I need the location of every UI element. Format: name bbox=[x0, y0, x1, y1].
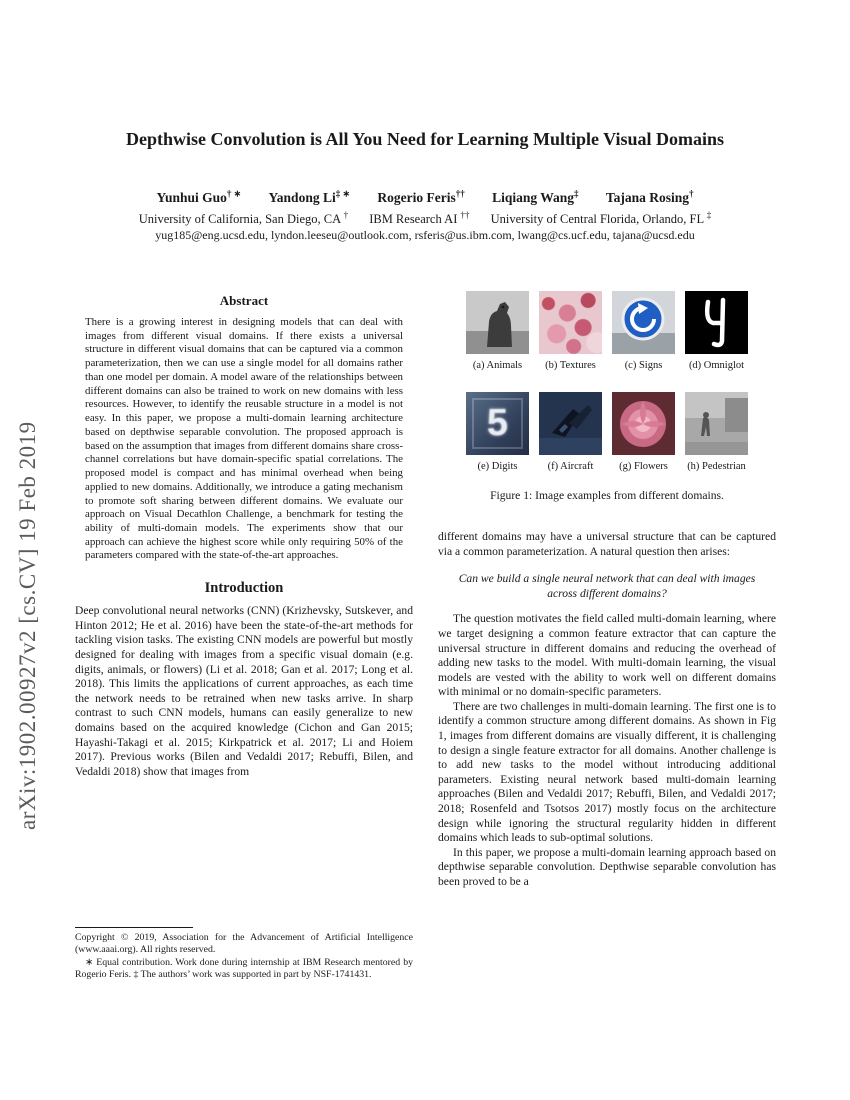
figure1-label: (b) Textures bbox=[545, 360, 596, 371]
introduction-paragraph: Deep convolutional neural networks (CNN) (Krizhevsky, Sutskever, and Hinton 2012; He et al. 2016) have been the state-of-the-art methods for tackling vision tasks. The existing CNN models are powerful but mostly designed for dealing with images from a specific visual domain (e.g. digits, animals, or flowers) (Li et al. 2018; Gan et al. 2017; Long et al. 2018). This limits the applications of current approaches, as each time the network needs to be retrained when new tasks arrive. In sharp contrast to such CNN models, humans can easily generalize to new domains based on the acquired knowledge (Cichon and Gan 2015; Hayashi-Takagi et al. 2015; Kirkpatrick et al. 2017; Li and Hoiem 2017). Previous works (Bilen and Vedaldi 2017; Rebuffi, Bilen, and Vedaldi 2018) show that images from bbox=[75, 604, 413, 778]
figure1-grid bbox=[465, 291, 749, 493]
affil-mark: † bbox=[343, 210, 349, 220]
footnote-block bbox=[75, 927, 413, 982]
affiliation: University of Central Florida, Orlando, FL ‡ bbox=[490, 210, 712, 227]
figure1-cell-digits bbox=[466, 392, 529, 493]
figure1-label: (d) Omniglot bbox=[688, 360, 745, 371]
arxiv-identifier: arXiv:1902.00927v2 [cs.CV] 19 Feb 2019 bbox=[15, 421, 40, 831]
figure1-cell-textures bbox=[539, 291, 602, 392]
author-name: Rogerio Feris†† bbox=[377, 188, 465, 205]
street-number-icon bbox=[466, 392, 529, 455]
author-affil-mark: ‡ ∗ bbox=[335, 188, 351, 198]
handwritten-character-icon bbox=[685, 291, 748, 354]
introduction-heading: Introduction bbox=[204, 580, 284, 597]
affil-mark: ‡ bbox=[706, 210, 712, 220]
pink-flower-icon bbox=[612, 392, 675, 455]
figure1-label: (g) Flowers bbox=[619, 461, 668, 472]
right-paragraph-1: different domains may have a universal structure that can be captured via a common parameterization. A natural question then arises: bbox=[438, 530, 776, 558]
figure1-label: (c) Signs bbox=[624, 360, 663, 371]
author-name: Tajana Rosing† bbox=[605, 188, 694, 205]
figure1-label: (h) Pedestrian bbox=[687, 461, 746, 472]
figure1-cell-pedestrian bbox=[685, 392, 748, 493]
figure1-label: (a) Animals bbox=[472, 360, 523, 371]
pedestrian-scene-icon bbox=[685, 392, 748, 455]
figure1-cell-aircraft bbox=[539, 392, 602, 493]
affiliation: IBM Research AI †† bbox=[369, 210, 470, 227]
affiliation: University of California, San Diego, CA † bbox=[138, 210, 349, 227]
contribution-note: ∗ Equal contribution. Work done during internship at IBM Research mentored by Rogerio Feris. ‡ The authors’ work was supported in part by NSF-1741431. bbox=[75, 956, 413, 981]
author-affil-mark: ‡ bbox=[574, 188, 579, 198]
fighter-jet-icon bbox=[539, 392, 602, 455]
author-line bbox=[0, 188, 850, 206]
research-question: Can we build a single neural network that can deal with images across different domains? bbox=[458, 572, 756, 601]
pink-texture-icon bbox=[539, 291, 602, 354]
right-paragraph-4: In this paper, we propose a multi-domain learning approach based on depthwise separable convolution. Depthwise separable convolution has been proved to be a bbox=[438, 845, 776, 888]
right-paragraph-3: There are two challenges in multi-domain learning. The first one is to identify a common structure among different domains. As shown in Fig 1, images from different domains are visually different, it is challenging to design a single feature extractor for all domains. Another challenge is to add new tasks to the model without introducing additional parameters. Existing neural network based multi-domain learning approaches (Bilen and Vedaldi 2017; Rebuffi, Bilen, and Vedaldi 2017; 2018; Rosenfeld and Tsotsos 2017) mostly focus on the architecture design while ignoring the structural regularity hidden in different domains which leads to sub-optimal solutions. bbox=[438, 699, 776, 845]
author-affil-mark: † ∗ bbox=[226, 188, 242, 198]
author-affil-mark: †† bbox=[455, 188, 465, 198]
right-column bbox=[438, 291, 776, 890]
author-name: Yunhui Guo† ∗ bbox=[156, 188, 242, 205]
right-paragraph-2: The question motivates the field called multi-domain learning, where we target designing a common feature extractor that can capture the universal structure in different domains and reducing the overhead of adding new tasks to the model. With multi-domain learning, the visual models are vested with the ability to work well on different domains with minimal or no domain-specific parameters. bbox=[438, 612, 776, 699]
abstract-text: There is a growing interest in designing models that can deal with images from different visual domains. If there exists a universal structure in different visual domains that can be captured via a common parameterization, then we can use a single model for all domains rather than one model per domain. A model aware of the relationships between different domains can also be trained to work on new domains with less resources. However, to identify the reusable structure in a model is not easy. In this paper, we propose a multi-domain learning architecture based on depthwise separable convolution. The proposed approach is based on the assumption that images from different domains share cross-channel correlations but have domain-specific spatial correlations. The proposed model is compact and has minimal overhead when being applied to new domains. Additionally, we introduce a gating mechanism to promote soft sharing between different domains. We evaluate our approach on Visual Decathlon Challenge, a benchmark for testing the ability of multi-domain models. The experiments show that our approach can achieve the highest score while only requiring 50% of the parameters compared with the state-of-the-art approaches. bbox=[85, 316, 403, 562]
affiliation-line bbox=[0, 210, 850, 227]
roundabout-sign-icon bbox=[612, 291, 675, 354]
digit-glyph: 5 bbox=[486, 402, 509, 444]
left-column bbox=[75, 293, 413, 779]
figure1-caption: Figure 1: Image examples from different domains. bbox=[490, 489, 724, 502]
figure1-cell-signs bbox=[612, 291, 675, 392]
figure1-label: (f) Aircraft bbox=[547, 461, 594, 472]
copyright-notice: Copyright © 2019, Association for the Advancement of Artificial Intelligence (www.aaai.org). All rights reserved. bbox=[75, 932, 413, 956]
affil-mark: †† bbox=[460, 210, 470, 220]
email-line: yug185@eng.ucsd.edu, lyndon.leeseu@outlook.com, rsferis@us.ibm.com, lwang@cs.ucf.edu, tajana@ucsd.edu bbox=[155, 228, 695, 242]
paper-title: Depthwise Convolution is All You Need for Learning Multiple Visual Domains bbox=[125, 129, 725, 149]
author-name: Liqiang Wang‡ bbox=[492, 188, 579, 205]
figure1-cell-omniglot bbox=[685, 291, 748, 392]
abstract-heading: Abstract bbox=[219, 293, 269, 308]
dog-photo-icon bbox=[466, 291, 529, 354]
figure1-cell-flowers bbox=[612, 392, 675, 493]
footnote-rule bbox=[75, 927, 193, 928]
author-affil-mark: † bbox=[689, 188, 694, 198]
author-name: Yandong Li‡ ∗ bbox=[268, 188, 351, 205]
figure1-cell-animals bbox=[466, 291, 529, 392]
figure1-label: (e) Digits bbox=[477, 461, 518, 472]
